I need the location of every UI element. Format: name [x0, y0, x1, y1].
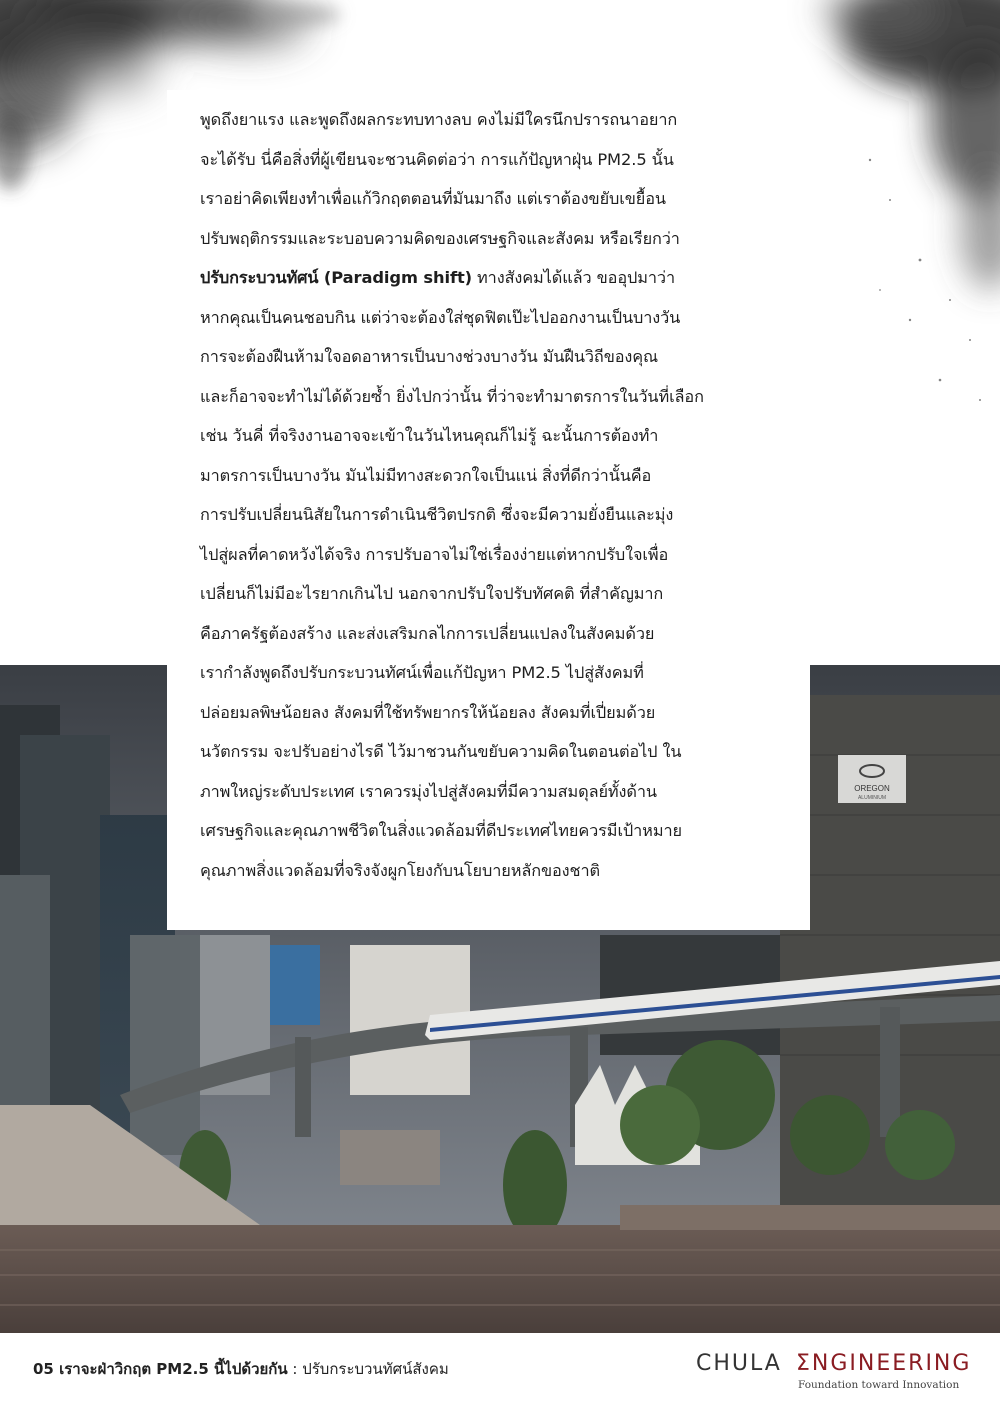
article-line: และก็อาจจะทำไม่ได้ด้วยซ้ำ ยิ่งไปกว่านั้น ที่ว่าจะทำมาตรการในวันที่เลือก	[200, 386, 704, 406]
article-line: เปลี่ยนก็ไม่มีอะไรยากเกินไป นอกจากปรับใจปรับทัศคติ ที่สำคัญมาก	[200, 584, 664, 603]
article-line: ภาพใหญ่ระดับประเทศ เราควรมุ่งไปสู่สังคมที่มีความสมดุลย์ทั้งด้าน	[200, 781, 657, 801]
article-line: นวัตกรรม จะปรับอย่างไรดี ไว้มาชวนกันขยับความคิดในตอนต่อไป ใน	[200, 742, 682, 761]
footer-title	[33, 1357, 449, 1381]
article-line: เรากำลังพูดถึงปรับกระบวนทัศน์เพื่อแก้ปัญหา PM2.5 ไปสู่สังคมที่	[200, 663, 644, 682]
article-line: คุณภาพสิ่งแวดล้อมที่จริงจังผูกโยงกับนโยบายหลักของชาติ	[200, 860, 600, 880]
article-line: หากคุณเป็นคนชอบกิน แต่ว่าจะต้องใส่ชุดฟิตเป๊ะไปออกงานเป็นบางวัน	[200, 307, 681, 327]
article-line: เช่น วันคี่ ที่จริงงานอาจจะเข้าในวันไหนคุณก็ไม่รู้ ฉะนั้นการต้องทำ	[200, 426, 659, 445]
oregon-sign-line1: OREGON	[854, 784, 890, 793]
article-line-rest: ทางสังคมได้แล้ว ขออุปมาว่า	[471, 268, 676, 287]
article-line: ปรับพฤติกรรมและระบอบความคิดของเศรษฐกิจและสังคม หรือเรียกว่า	[200, 228, 680, 248]
article-line: ปล่อยมลพิษน้อยลง สังคมที่ใช้ทรัพยากรให้น้อยลง สังคมที่เปี่ยมด้วย	[200, 702, 656, 722]
bold-term: ปรับกระบวนทัศน์ (Paradigm shift)	[200, 268, 472, 287]
article-line: มาตรการเป็นบางวัน มันไม่มีทางสะดวกใจเป็นแน่ สิ่งที่ดีกว่านั้นคือ	[200, 465, 652, 485]
footer-title-rest: : ปรับกระบวนทัศน์สังคม	[287, 1360, 449, 1378]
article-body	[200, 100, 800, 890]
stone-basin	[340, 1130, 440, 1185]
article-line: คือภาครัฐต้องสร้าง และส่งเสริมกลไกการเปลี่ยนแปลงในสังคมด้วย	[200, 623, 655, 643]
oregon-sign-line2: ALUMINIUM	[857, 795, 887, 801]
logo-word-engineering: ΣNGINEERING	[796, 1351, 972, 1376]
article-line: เราอย่าคิดเพียงทำเพื่อแก้วิกฤตตอนที่มันมาถึง แต่เราต้องขยับเขยื้อน	[200, 189, 666, 208]
article-line: เศรษฐกิจและคุณภาพชีวิตในสิ่งแวดล้อมที่ดีประเทศไทยควรมีเป้าหมาย	[200, 821, 682, 840]
page-footer	[0, 1333, 1000, 1415]
logo-tagline: Foundation toward Innovation	[798, 1379, 960, 1391]
topiary-right	[503, 1130, 567, 1240]
article-line: จะได้รับ นี่คือสิ่งที่ผู้เขียนจะชวนคิดต่อว่า การแก้ปัญหาฝุ่น PM2.5 นั้น	[200, 149, 674, 169]
article-line: การปรับเปลี่ยนนิสัยในการดำเนินชีวิตปรกติ ซึ่งจะมีความยั่งยืนและมุ่ง	[200, 505, 674, 524]
article-line: การจะต้องฝืนห้ามใจอดอาหารเป็นบางช่วงบางวัน มันฝืนวิถีของคุณ	[200, 347, 659, 366]
article-line: ไปสู่ผลที่คาดหวังได้จริง การปรับอาจไม่ใช่เรื่องง่ายแต่หากปรับใจเพื่อ	[200, 544, 669, 564]
logo-word-chula: CHULA	[696, 1351, 782, 1376]
footer-title-bold: 05 เราจะฝ่าวิกฤต PM2.5 นี้ไปด้วยกัน	[33, 1360, 288, 1378]
article-line	[200, 258, 800, 298]
chula-engineering-logo	[696, 1351, 972, 1397]
article-line: พูดถึงยาแรง และพูดถึงผลกระทบทางลบ คงไม่มีใครนึกปรารถนาอยาก	[200, 110, 678, 129]
